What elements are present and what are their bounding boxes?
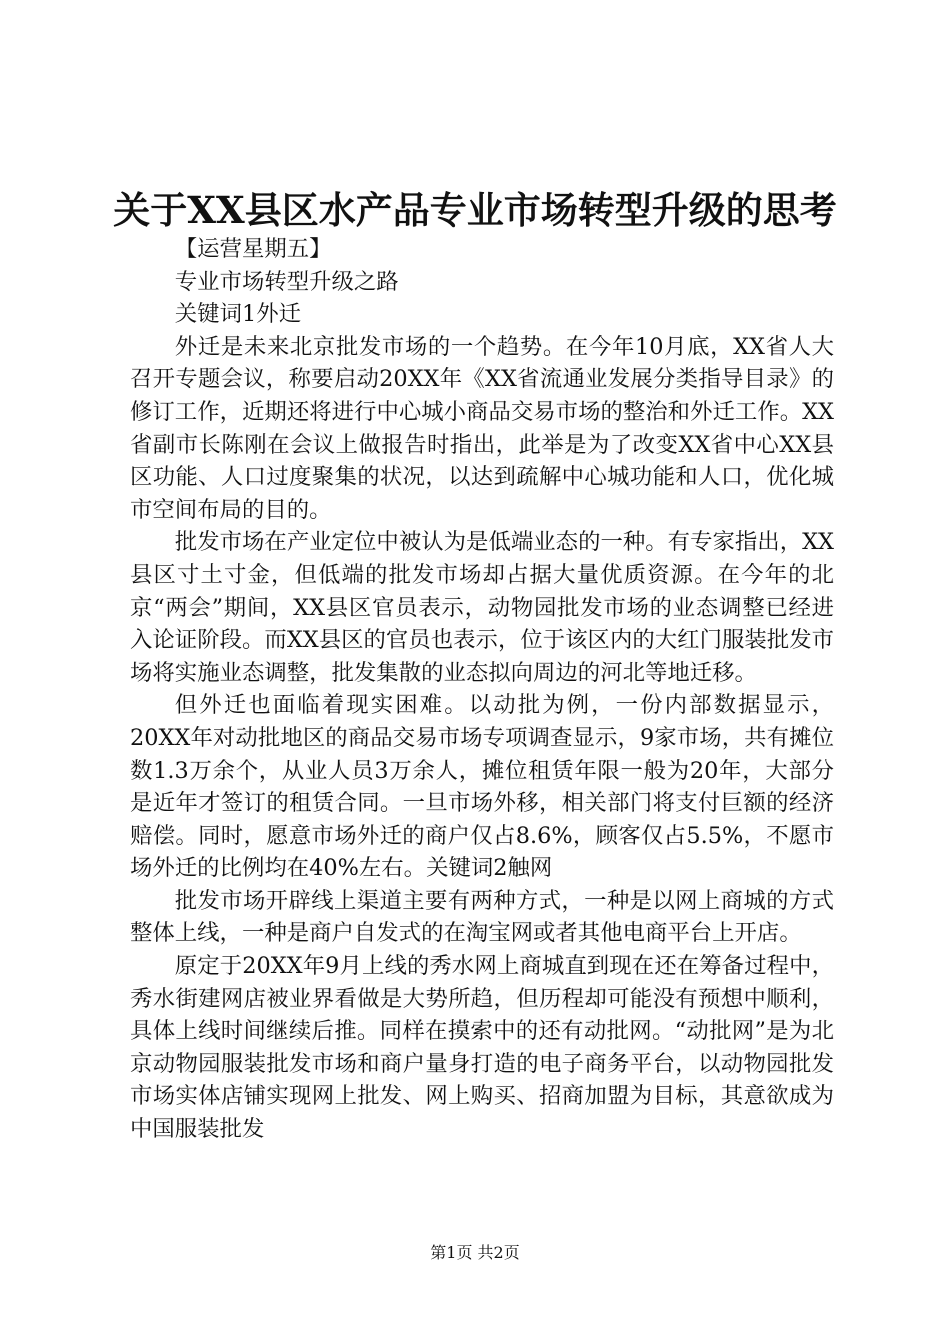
paragraph: 批发市场在产业定位中被认为是低端业态的一种。有专家指出，XX县区寸土寸金，但低端的批发市场却占据大量优质资源。在今年的北京“两会”期间，XX县区官员表示，动物园批发市场的业态调整已经进入论证阶段。而XX县区的官员也表示，位于该区内的大红门服装批发市场将实施业态调整，批发集散的业态拟向周边的河北等地迁移。 bbox=[130, 529, 834, 686]
paragraph: 批发市场开辟线上渠道主要有两种方式，一种是以网上商城的方式整体上线，一种是商户自发式的在淘宝网或者其他电商平台上开店。 bbox=[130, 887, 834, 947]
paragraph-keyword-1: 关键词1外迁 bbox=[174, 301, 301, 328]
document-body bbox=[130, 233, 834, 1146]
paragraph: 外迁是未来北京批发市场的一个趋势。在今年10月底，XX省人大召开专题会议，称要启动20XX年《XX省流通业发展分类指导目录》的修订工作，近期还将进行中心城小商品交易市场的整治和外迁工作。XX省副市长陈刚在会议上做报告时指出，此举是为了改变XX省中心XX县区功能、人口过度聚集的状况，以达到疏解中心城功能和人口，优化城市空间布局的目的。 bbox=[130, 333, 834, 523]
document-title: 关于XX县区水产品专业市场转型升级的思考 bbox=[113, 188, 837, 232]
paragraph: 原定于20XX年9月上线的秀水网上商城直到现在还在筹备过程中，秀水街建网店被业界看做是大势所趋，但历程却可能没有预想中顺利，具体上线时间继续后推。同样在摸索中的还有动批网。“动批网”是为北京动物园服装批发市场和商户量身打造的电子商务平台，以动物园批发市场实体店铺实现网上批发、网上购买、招商加盟为目标，其意欲成为中国服装批发 bbox=[130, 953, 834, 1143]
paragraph-tag: 【运营星期五】 bbox=[174, 236, 332, 262]
paragraph: 但外迁也面临着现实困难。以动批为例，一份内部数据显示，20XX年对动批地区的商品交易市场专项调查显示，9家市场，共有摊位数1.3万余个，从业人员3万余人，摊位租赁年限一般为20年，大部分是近年才签订的租赁合同。一旦市场外移，相关部门将支付巨额的经济赔偿。同时，愿意市场外迁的商户仅占8.6%，顾客仅占5.5%，不愿市场外迁的比例均在40%左右。关键词2触网 bbox=[130, 692, 834, 882]
page-footer: 第1页 共2页 bbox=[430, 1243, 520, 1262]
paragraph-subtitle: 专业市场转型升级之路 bbox=[174, 268, 399, 295]
